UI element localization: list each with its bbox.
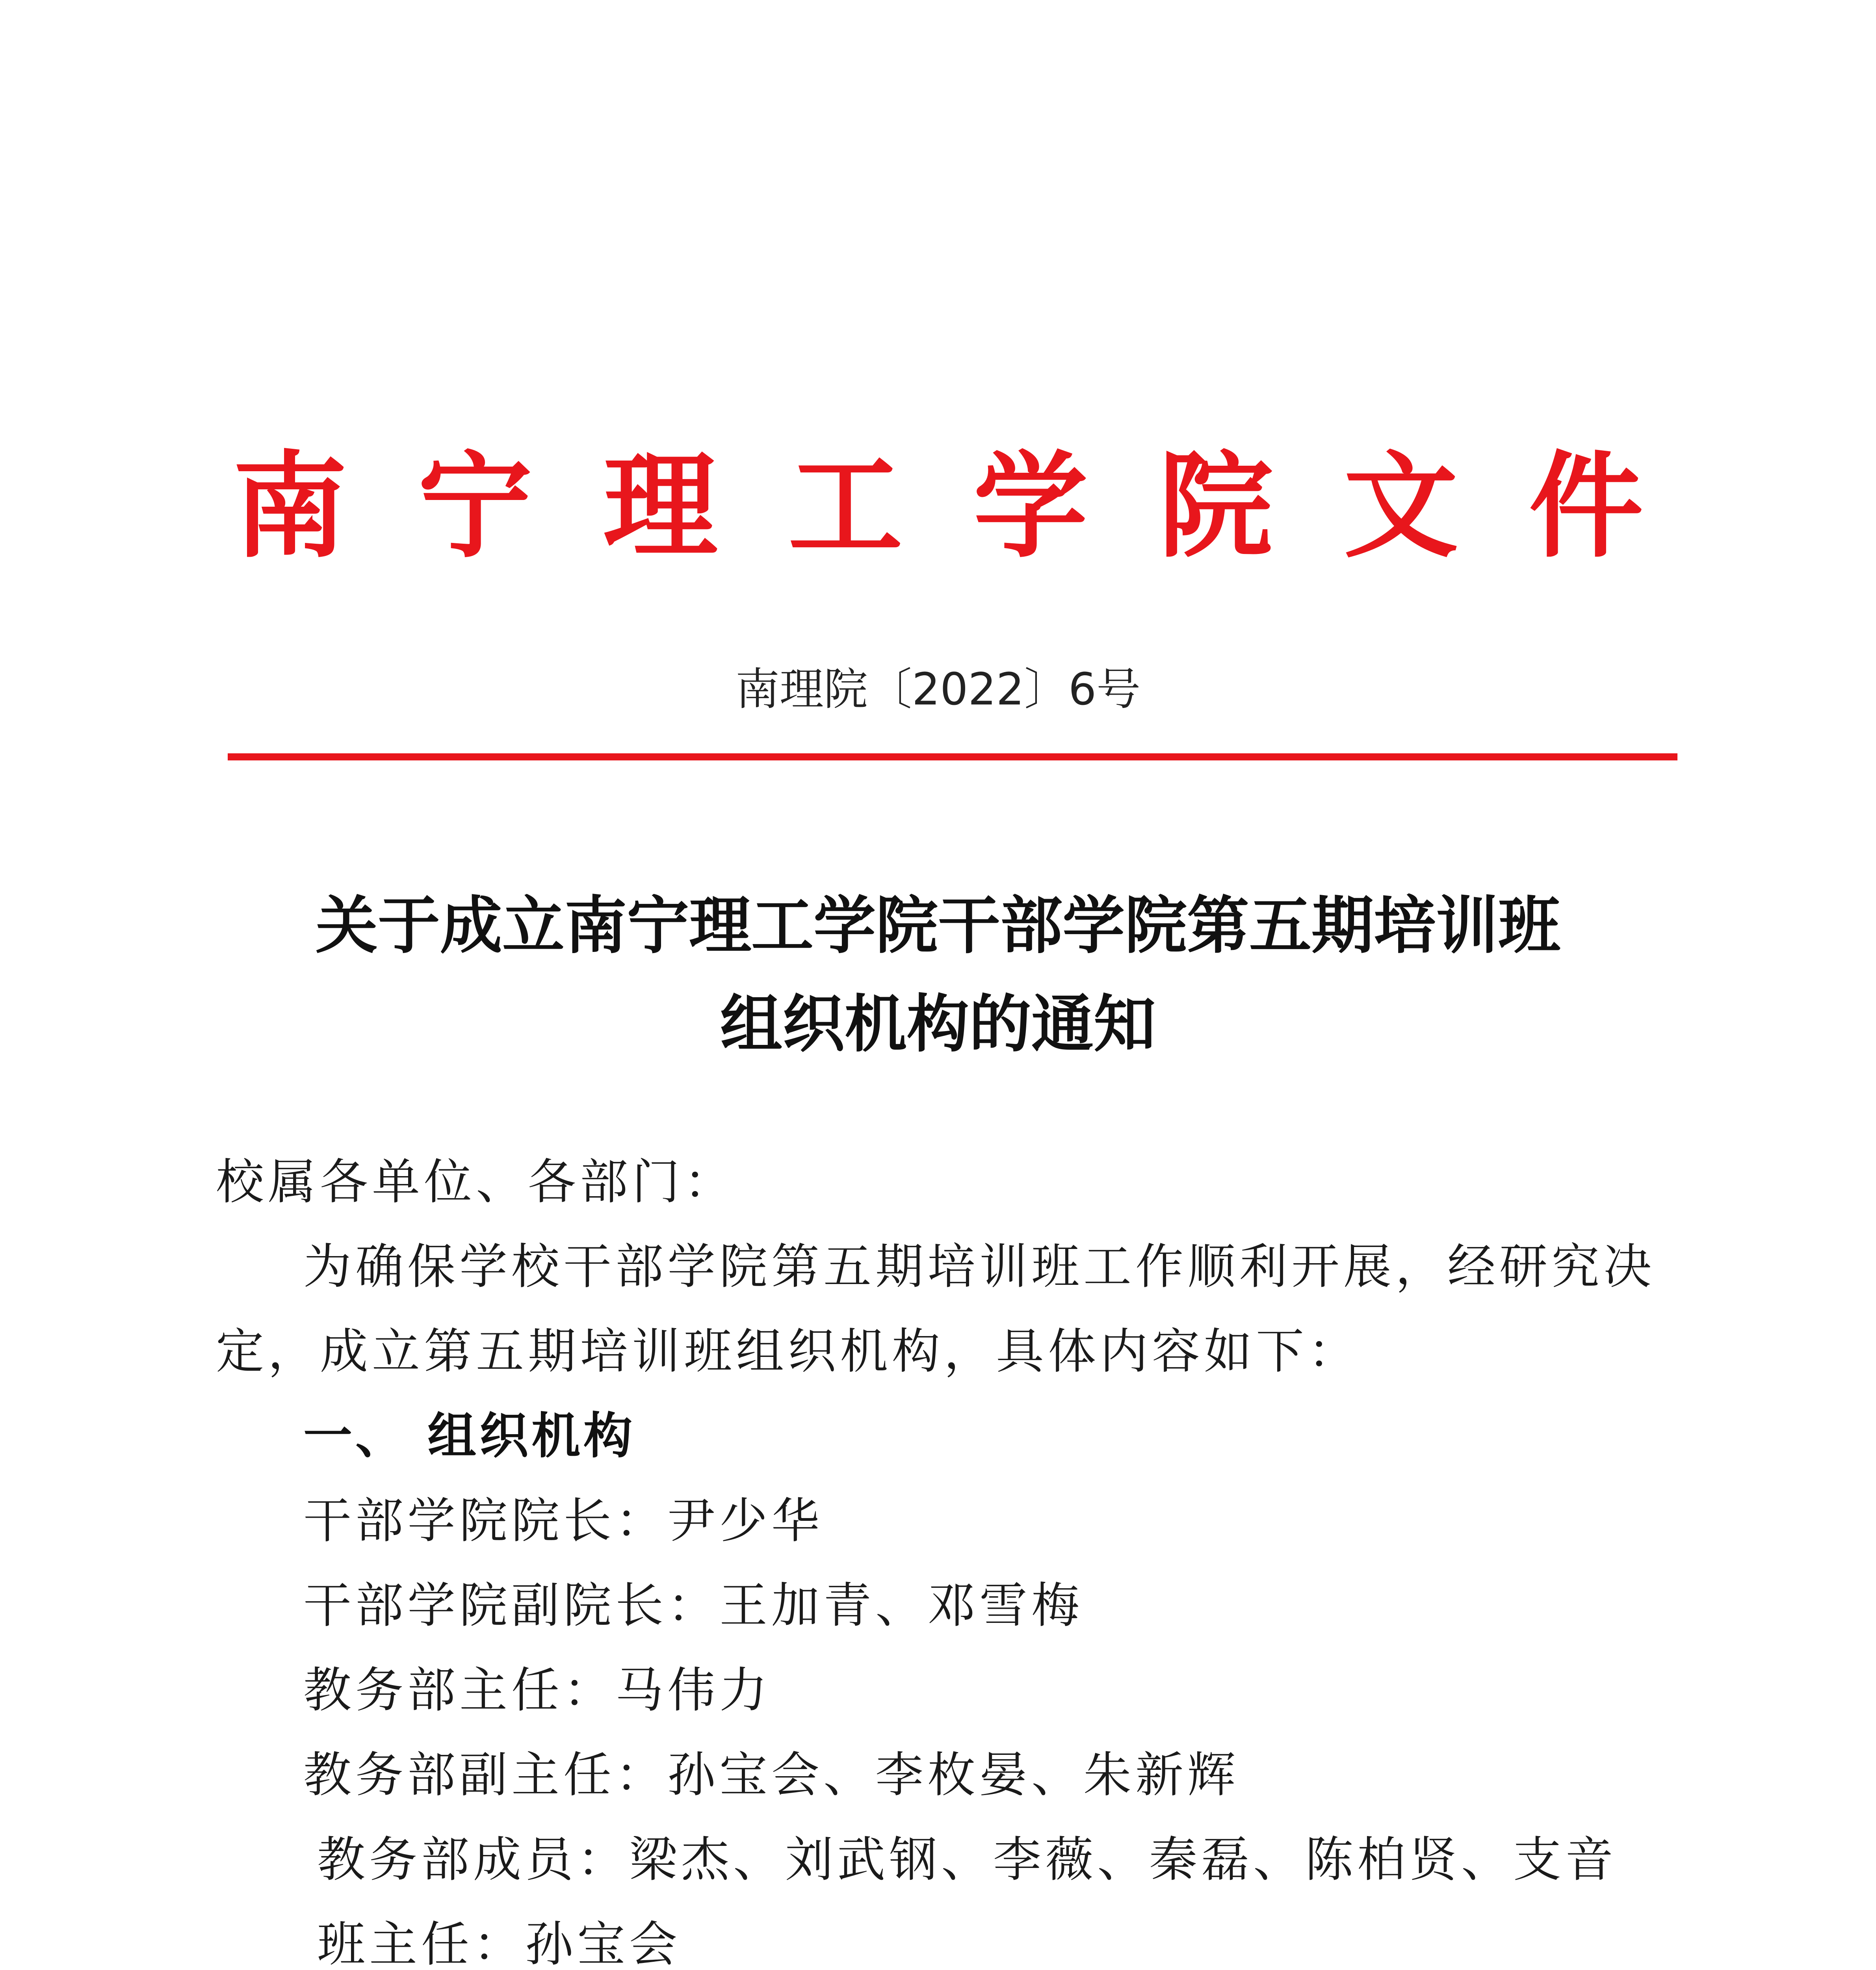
org-member-line: 班主任：孙宝会 <box>317 1916 681 1970</box>
org-member-line: 教务部成员：梁杰、刘武钢、李薇、秦磊、陈柏贤、支音 <box>317 1832 1617 1888</box>
red-divider-rule <box>228 753 1677 760</box>
intro-paragraph-line-2: 定，成立第五期培训班组织机构，具体内容如下： <box>216 1323 1360 1379</box>
document-number: 南理院〔2022〕6号 <box>735 664 1141 715</box>
notice-title-line-1: 关于成立南宁理工学院干部学院第五期培训班 <box>316 889 1560 962</box>
salutation: 校属各单位、各部门： <box>216 1154 736 1210</box>
org-member-line: 干部学院院长：尹少华 <box>303 1493 823 1549</box>
intro-paragraph-line-1: 为确保学校干部学院第五期培训班工作顺利开展，经研究决 <box>303 1239 1655 1295</box>
org-member-line: 干部学院副院长：王加青、邓雪梅 <box>303 1578 1083 1634</box>
org-member-line: 教务部主任：马伟力 <box>303 1662 771 1718</box>
notice-title-line-2: 组织机构的通知 <box>720 988 1156 1061</box>
section-heading-organization: 一、 组织机构 <box>303 1408 636 1464</box>
org-member-line: 教务部副主任：孙宝会、李枚晏、朱新辉 <box>303 1747 1239 1803</box>
document-header-title: 南宁理工学院文件 <box>233 439 1714 573</box>
